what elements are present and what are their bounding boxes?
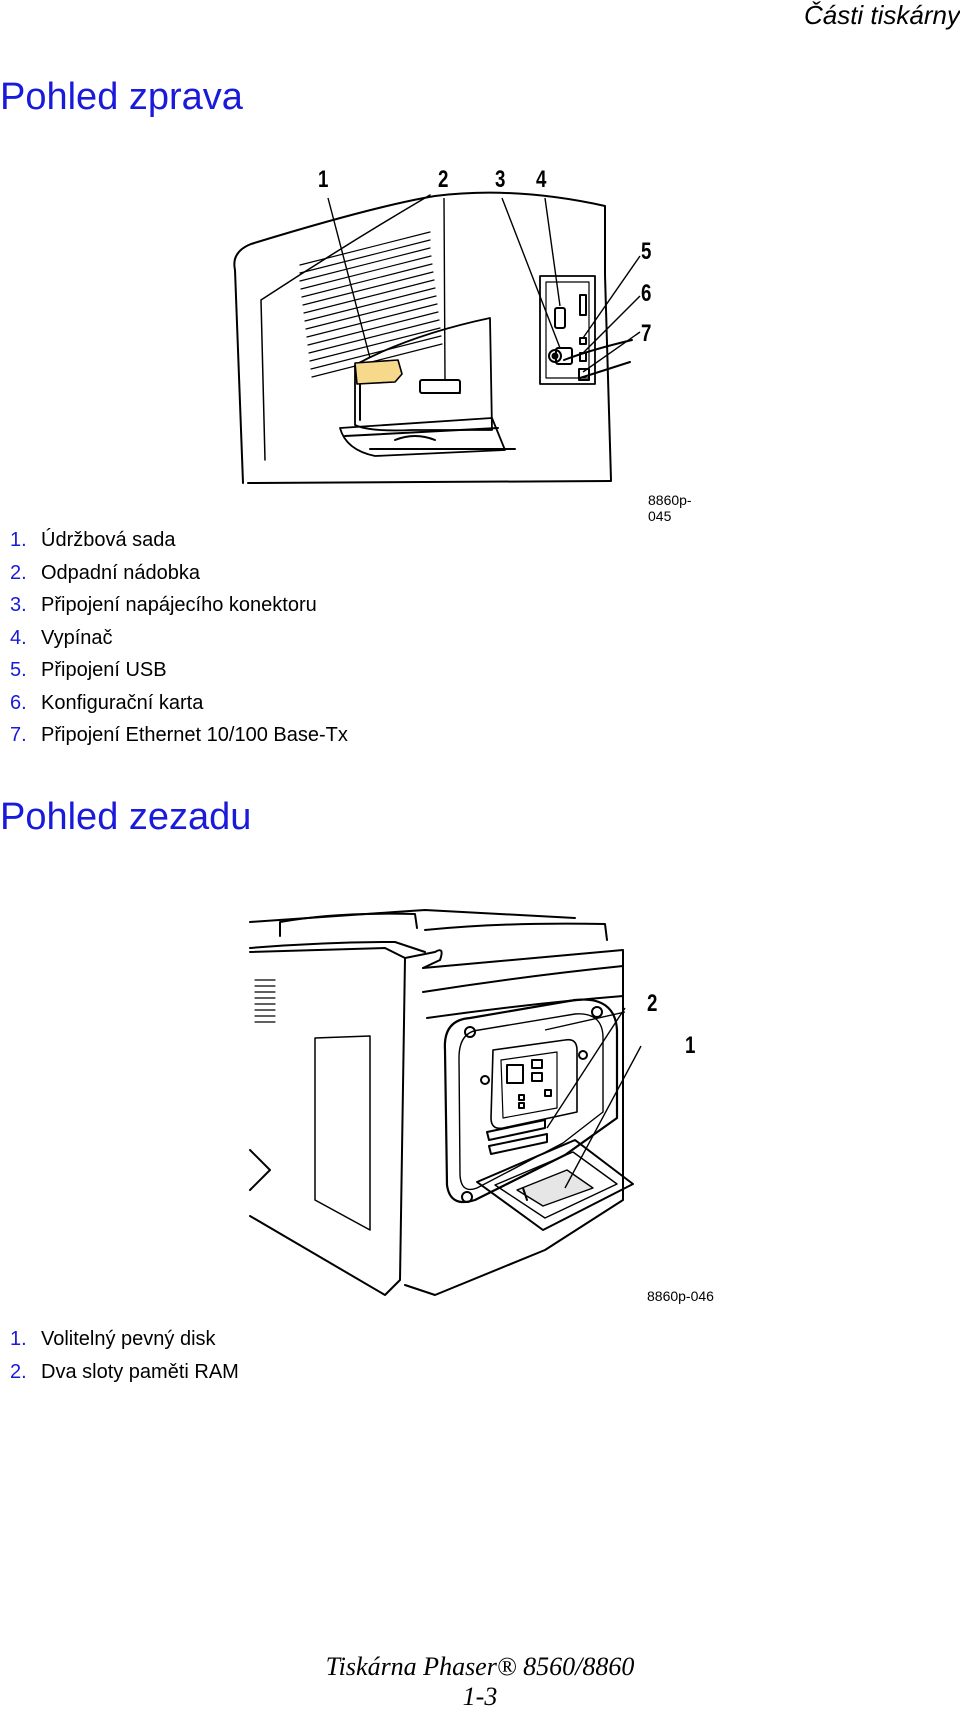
running-head: Části tiskárny	[803, 0, 960, 30]
legend-rear-view	[10, 1323, 239, 1388]
legend-number: 3.	[10, 594, 27, 616]
legend-number: 4.	[10, 626, 27, 649]
legend-text: Konfigurační karta	[41, 691, 204, 714]
legend-item	[10, 687, 348, 720]
callout-4: 4	[536, 166, 547, 193]
footer-product: Tiskárna Phaser® 8560/8860	[325, 1652, 635, 1681]
legend-item	[10, 1323, 239, 1356]
legend-right-view	[10, 524, 348, 752]
printer-rear-illustration	[245, 900, 715, 1310]
legend-item	[10, 719, 348, 752]
callout-1: 1	[685, 1032, 696, 1059]
legend-number: 7.	[10, 724, 27, 746]
callout-3: 3	[495, 166, 506, 193]
legend-text: Dva sloty paměti RAM	[41, 1360, 239, 1383]
callout-5: 5	[641, 238, 652, 265]
legend-number: 1.	[10, 529, 27, 551]
figure-code-right-view: 8860p-045	[648, 492, 692, 524]
callout-2: 2	[647, 990, 658, 1017]
legend-item	[10, 622, 348, 655]
legend-number: 2.	[10, 561, 27, 584]
section-title-right-view: Pohled zprava	[0, 76, 243, 118]
legend-item	[10, 557, 348, 590]
callout-1: 1	[318, 166, 329, 193]
callout-2: 2	[438, 166, 449, 193]
figure-code-rear-view: 8860p-046	[647, 1288, 714, 1304]
legend-number: 1.	[10, 1328, 27, 1350]
legend-number: 5.	[10, 659, 27, 681]
legend-text: Odpadní nádobka	[41, 561, 201, 584]
legend-number: 2.	[10, 1360, 27, 1383]
legend-number: 6.	[10, 691, 27, 714]
legend-text: Připojení Ethernet 10/100 Base-Tx	[41, 724, 348, 746]
footer-page-number: 1-3	[462, 1682, 498, 1711]
callout-6: 6	[641, 280, 652, 307]
printer-right-side-illustration	[230, 160, 710, 500]
legend-item	[10, 524, 348, 557]
legend-item	[10, 589, 348, 622]
callout-7: 7	[641, 320, 652, 347]
legend-item	[10, 654, 348, 687]
legend-text: Vypínač	[41, 626, 113, 649]
legend-text: Připojení USB	[41, 659, 167, 681]
legend-text: Volitelný pevný disk	[41, 1328, 216, 1350]
figure-right-view	[230, 160, 710, 524]
legend-text: Připojení napájecího konektoru	[41, 594, 317, 616]
legend-item	[10, 1356, 239, 1389]
legend-text: Údržbová sada	[41, 529, 176, 551]
section-title-rear-view: Pohled zezadu	[0, 796, 252, 838]
figure-rear-view	[245, 900, 715, 1310]
